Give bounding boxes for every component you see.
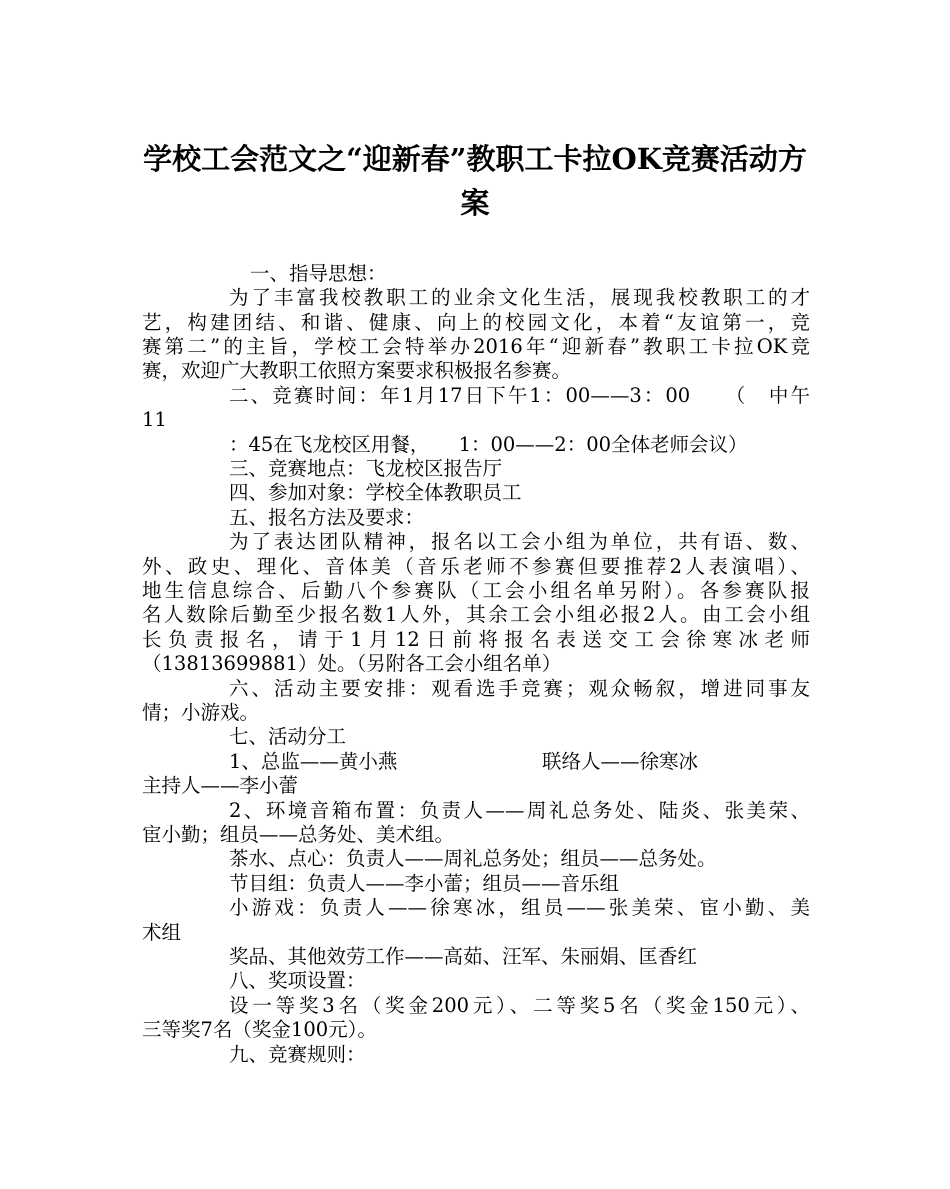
section-8-heading: 八、奖项设置： xyxy=(229,969,366,992)
body-text-line: 为了表达团队精神，报名以工会小组为单位，共有语、数、 xyxy=(229,530,810,553)
body-text-line: 宦小勤；组员——总务处、美术组。 xyxy=(142,823,455,846)
body-text-line: 11 xyxy=(142,408,167,431)
document-title-line-2: 案 xyxy=(460,186,490,220)
body-text-line: 设一等奖3名（奖金200元）、二等奖5名（奖金150元）、 xyxy=(229,994,810,1017)
body-text-line: 艺，构建团结、和谐、健康、向上的校园文化，本着“友谊第一，竞 xyxy=(142,311,810,334)
body-text-line: 为了丰富我校教职工的业余文化生活，展现我校教职工的才 xyxy=(229,286,810,309)
role-director: 1、总监——黄小燕 xyxy=(229,750,398,773)
body-text-line: 赛，欢迎广大教职工依照方案要求积极报名参赛。 xyxy=(142,359,572,382)
body-text-line: 赛第二”的主旨，学校工会特举办2016年“迎新春”教职工卡拉OK竞 xyxy=(142,335,810,358)
body-text-line: ：45在飞龙校区用餐， 1：00——2：00全体老师会议） xyxy=(229,433,748,456)
role-liaison: 联络人——徐寒冰 xyxy=(542,750,699,773)
body-text-line: 长负责报名，请于1月12日前将报名表送交工会徐寒冰老师 xyxy=(142,628,810,651)
section-4-heading: 四、参加对象：学校全体教职员工 xyxy=(229,481,522,504)
section-9-heading: 九、竞赛规则： xyxy=(229,1043,366,1066)
body-text-line: 茶水、点心：负责人——周礼总务处；组员——总务处。 xyxy=(229,847,717,870)
body-text-line: 名人数除后勤至少报名数1人外，其余工会小组必报2人。由工会小组 xyxy=(142,603,810,626)
body-text-line: （13813699881）处。（另附各工会小组名单） xyxy=(142,652,562,675)
section-6-heading: 六、活动主要安排：观看选手竞赛；观众畅叙，增进同事友 xyxy=(229,677,810,700)
section-2-heading: 二、竞赛时间：年1月17日下午1：00——3：00 （ 中午 xyxy=(229,384,810,407)
section-5-heading: 五、报名方法及要求： xyxy=(229,506,425,529)
body-text-line: 外、政史、理化、音体美（音乐老师不参赛但要推荐2人表演唱）、 xyxy=(142,555,810,578)
role-host: 主持人——李小蕾 xyxy=(142,774,299,797)
body-text-line: 术组 xyxy=(142,921,182,944)
body-text-line: 小游戏：负责人——徐寒冰，组员——张美荣、宦小勤、美 xyxy=(229,896,810,919)
body-text-line: 地生信息综合、后勤八个参赛队（工会小组名单另附）。各参赛队报 xyxy=(142,579,810,602)
section-1-heading: 一、指导思想： xyxy=(250,262,387,285)
body-text-line: 三等奖7名（奖金100元）。 xyxy=(142,1018,377,1041)
body-text-line: 节目组：负责人——李小蕾；组员——音乐组 xyxy=(229,872,620,895)
body-text-line: 情；小游戏。 xyxy=(142,701,260,724)
document-title-line-1: 学校工会范文之“迎新春”教职工卡拉OK竞赛活动方 xyxy=(143,142,807,176)
section-7-heading: 七、活动分工 xyxy=(229,725,347,748)
section-3-heading: 三、竞赛地点：飞龙校区报告厅 xyxy=(229,457,503,480)
body-text-line: 2、环境音箱布置：负责人——周礼总务处、陆炎、张美荣、 xyxy=(229,799,810,822)
body-text-line: 奖品、其他效劳工作——高茹、汪军、朱丽娟、匡香红 xyxy=(229,945,698,968)
